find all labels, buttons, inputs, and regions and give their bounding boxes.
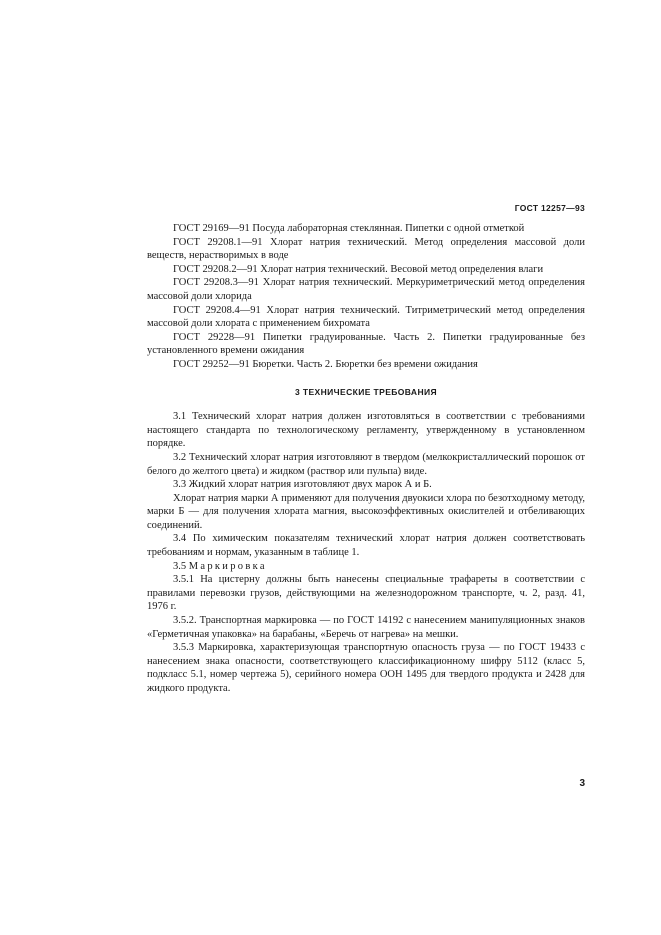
reference-item: ГОСТ 29208.3—91 Хлорат натрия технический. Меркуриметрический метод определения массовой доли хлорида (147, 277, 585, 302)
reference-item: ГОСТ 29252—91 Бюретки. Часть 2. Бюретки без времени ожидания (173, 358, 478, 370)
reference-item: ГОСТ 29228—91 Пипетки градуированные. Часть 2. Пипетки градуированные без установленного времени ожидания (147, 331, 585, 357)
clause-3-3-grades: Хлорат натрия марки А применяют для получения двуокиси хлора по безотходному методу, марки Б — для получения хлората магния, высокоэффективных окислителей и отбеливающих соединений. (147, 492, 585, 531)
clause-3-5-2: 3.5.2. Транспортная маркировка — по ГОСТ 14192 с нанесением манипуляционных знаков «Герметичная упаковка» на барабаны, «Беречь от нагрева» на мешки. (147, 615, 585, 640)
clause-3-2: 3.2 Технический хлорат натрия изготовляют в твердом (мелкокристаллический порошок от белого до желтого цвета) и жидком (раствор или пульпа) виде. (147, 451, 585, 477)
clause-3-5-number: 3.5 (173, 560, 187, 572)
reference-item: ГОСТ 29208.1—91 Хлорат натрия технический. Метод определения массовой доли веществ, нерастворимых в воде (147, 236, 585, 262)
clause-3-5-3: 3.5.3 Маркировка, характеризующая транспортную опасность груза — по ГОСТ 19433 с нанесением знака опасности, соответствующего классификационному шифру 5112 (класс 5, подкласс 5.1, номер чертежа 5), серийного номера ООН 1495 для твердого продукта и 2428 для жидкого продукта. (147, 642, 585, 694)
standard-code-header: ГОСТ 12257—93 (514, 203, 585, 213)
clause-3-5-title: Маркировка (188, 560, 267, 572)
clause-3-5-1: 3.5.1 На цистерну должны быть нанесены специальные трафареты в соответствии с правилами перевозки грузов, действующими на железнодорожном транспорте, ч. 2, разд. 41, 1976 г. (147, 574, 585, 613)
page-number: 3 (579, 778, 585, 789)
reference-item: ГОСТ 29169—91 Посуда лабораторная стеклянная. Пипетки с одной отметкой (173, 223, 525, 234)
clause-3-5-heading (147, 560, 585, 574)
reference-item: ГОСТ 29208.2—91 Хлорат натрия технический. Весовой метод определения влаги (173, 263, 544, 275)
section-title: 3 ТЕХНИЧЕСКИЕ ТРЕБОВАНИЯ (294, 386, 438, 397)
clause-3-1: 3.1 Технический хлорат натрия должен изготовляться в соответствии с требованиями настоящего стандарта по технологическому регламенту, утвержденному в установленном порядке. (147, 411, 585, 450)
technical-requirements (147, 410, 585, 695)
document-body (147, 222, 585, 696)
clause-3-3: 3.3 Жидкий хлорат натрия изготовляют двух марок А и Б. (173, 479, 432, 491)
reference-item: ГОСТ 29208.4—91 Хлорат натрия технический. Титриметрический метод определения массовой доли хлората с применением бихромата (147, 304, 585, 330)
clause-3-4: 3.4 По химическим показателям технический хлорат натрия должен соответствовать требованиям и нормам, указанным в таблице 1. (147, 533, 585, 559)
normative-references-list (147, 222, 585, 372)
